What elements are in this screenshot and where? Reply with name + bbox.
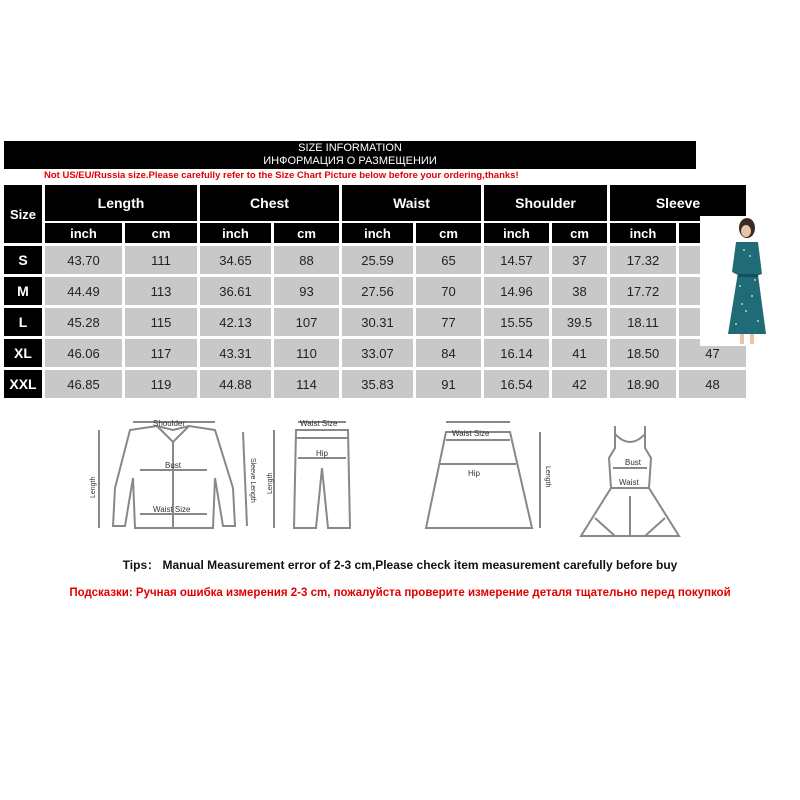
header-title-ru: ИНФОРМАЦИЯ О РАЗМЕЩЕНИИ bbox=[263, 155, 437, 167]
table-row bbox=[4, 367, 746, 398]
dress-model-photo bbox=[700, 216, 790, 346]
table-cell: 84 bbox=[413, 336, 481, 367]
table-row bbox=[4, 243, 746, 274]
table-cell: 93 bbox=[271, 274, 339, 305]
group-header-sleeve: Sleeve bbox=[607, 185, 746, 221]
table-cell: 115 bbox=[122, 305, 197, 336]
table-cell: 43.70 bbox=[42, 243, 122, 274]
table-cell: 42.13 bbox=[197, 305, 271, 336]
table-cell: 77 bbox=[413, 305, 481, 336]
measurement-diagrams bbox=[0, 418, 800, 543]
table-cell: 27.56 bbox=[339, 274, 413, 305]
table-cell: 34.65 bbox=[197, 243, 271, 274]
tips-english: Tips： Manual Measurement error of 2-3 cm,Please check item measurement carefully before buy bbox=[122, 558, 678, 572]
table-cell: 33.07 bbox=[339, 336, 413, 367]
size-chart-table bbox=[4, 185, 746, 398]
table-cell: 88 bbox=[271, 243, 339, 274]
shirt-sleeve-label: Sleeve Length bbox=[249, 458, 256, 503]
table-cell: 114 bbox=[271, 367, 339, 398]
shirt-diagram bbox=[85, 418, 265, 543]
size-label: S bbox=[4, 243, 42, 274]
table-cell: 38 bbox=[549, 274, 607, 305]
pants-length-label: Length bbox=[267, 472, 274, 494]
unit-header: inch bbox=[607, 221, 676, 243]
table-cell: 117 bbox=[122, 336, 197, 367]
unit-header: cm bbox=[413, 221, 481, 243]
table-cell: 44.88 bbox=[197, 367, 271, 398]
table-cell: 42 bbox=[549, 367, 607, 398]
table-cell: 48 bbox=[676, 367, 746, 398]
group-header-length: Length bbox=[42, 185, 197, 221]
size-label: XXL bbox=[4, 367, 42, 398]
table-cell: 44.49 bbox=[42, 274, 122, 305]
unit-header: cm bbox=[271, 221, 339, 243]
unit-header: cm bbox=[122, 221, 197, 243]
size-label: L bbox=[4, 305, 42, 336]
table-cell: 17.72 bbox=[607, 274, 676, 305]
size-label: M bbox=[4, 274, 42, 305]
skirt-length-label: Length bbox=[544, 466, 551, 488]
table-cell: 18.50 bbox=[607, 336, 676, 367]
table-cell: 110 bbox=[271, 336, 339, 367]
group-header-shoulder: Shoulder bbox=[481, 185, 607, 221]
dress-waist-label: Waist bbox=[619, 478, 639, 487]
shirt-waist-label: Waist Size bbox=[153, 505, 191, 514]
table-cell: 111 bbox=[122, 243, 197, 274]
table-cell: 25.59 bbox=[339, 243, 413, 274]
unit-header: inch bbox=[481, 221, 549, 243]
table-cell: 43.31 bbox=[197, 336, 271, 367]
table-cell: 70 bbox=[413, 274, 481, 305]
table-cell: 46.85 bbox=[42, 367, 122, 398]
table-cell: 16.14 bbox=[481, 336, 549, 367]
table-cell: 113 bbox=[122, 274, 197, 305]
unit-header: inch bbox=[339, 221, 413, 243]
shirt-length-label: Length bbox=[90, 476, 97, 498]
table-cell: 41 bbox=[549, 336, 607, 367]
table-cell: 119 bbox=[122, 367, 197, 398]
shirt-bust-label: Bust bbox=[165, 461, 182, 470]
pants-waist-label: Waist Size bbox=[300, 419, 338, 428]
unit-header: cm bbox=[549, 221, 607, 243]
table-row bbox=[4, 336, 746, 367]
table-cell: 14.96 bbox=[481, 274, 549, 305]
table-cell: 14.57 bbox=[481, 243, 549, 274]
pants-hip-label: Hip bbox=[316, 449, 329, 458]
size-notice: Not US/EU/Russia size.Please carefully refer to the Size Chart Picture below before your ordering,thanks! bbox=[44, 170, 519, 181]
shirt-shoulder-label: Shoulder bbox=[153, 419, 186, 428]
table-cell: 16.54 bbox=[481, 367, 549, 398]
skirt-diagram bbox=[412, 418, 562, 543]
table-cell: 15.55 bbox=[481, 305, 549, 336]
table-cell: 47 bbox=[676, 336, 746, 367]
table-cell: 45.28 bbox=[42, 305, 122, 336]
size-label: XL bbox=[4, 336, 42, 367]
header-title-en: SIZE INFORMATION bbox=[298, 142, 402, 154]
table-cell: 107 bbox=[271, 305, 339, 336]
pants-diagram bbox=[262, 418, 362, 543]
size-info-header bbox=[4, 141, 696, 169]
size-column-header: Size bbox=[4, 185, 42, 243]
table-cell: 30.31 bbox=[339, 305, 413, 336]
table-cell: 18.90 bbox=[607, 367, 676, 398]
dress-bust-label: Bust bbox=[625, 458, 642, 467]
table-cell: 36.61 bbox=[197, 274, 271, 305]
table-cell: 65 bbox=[413, 243, 481, 274]
skirt-waist-label: Waist Size bbox=[452, 429, 490, 438]
table-row bbox=[4, 274, 746, 305]
unit-header: inch bbox=[197, 221, 271, 243]
tips-russian: Подсказки: Ручная ошибка измерения 2-3 cm, пожалуйста проверите измерение деталя тщательно перед покупкой bbox=[69, 587, 731, 599]
group-header-chest: Chest bbox=[197, 185, 339, 221]
unit-header: inch bbox=[42, 221, 122, 243]
table-cell: 18.11 bbox=[607, 305, 676, 336]
table-cell: 17.32 bbox=[607, 243, 676, 274]
table-row bbox=[4, 305, 746, 336]
skirt-hip-label: Hip bbox=[468, 469, 481, 478]
table-cell: 39.5 bbox=[549, 305, 607, 336]
table-cell: 37 bbox=[549, 243, 607, 274]
dress-diagram bbox=[575, 418, 685, 543]
table-cell: 91 bbox=[413, 367, 481, 398]
table-cell: 46.06 bbox=[42, 336, 122, 367]
group-header-waist: Waist bbox=[339, 185, 481, 221]
table-cell: 35.83 bbox=[339, 367, 413, 398]
